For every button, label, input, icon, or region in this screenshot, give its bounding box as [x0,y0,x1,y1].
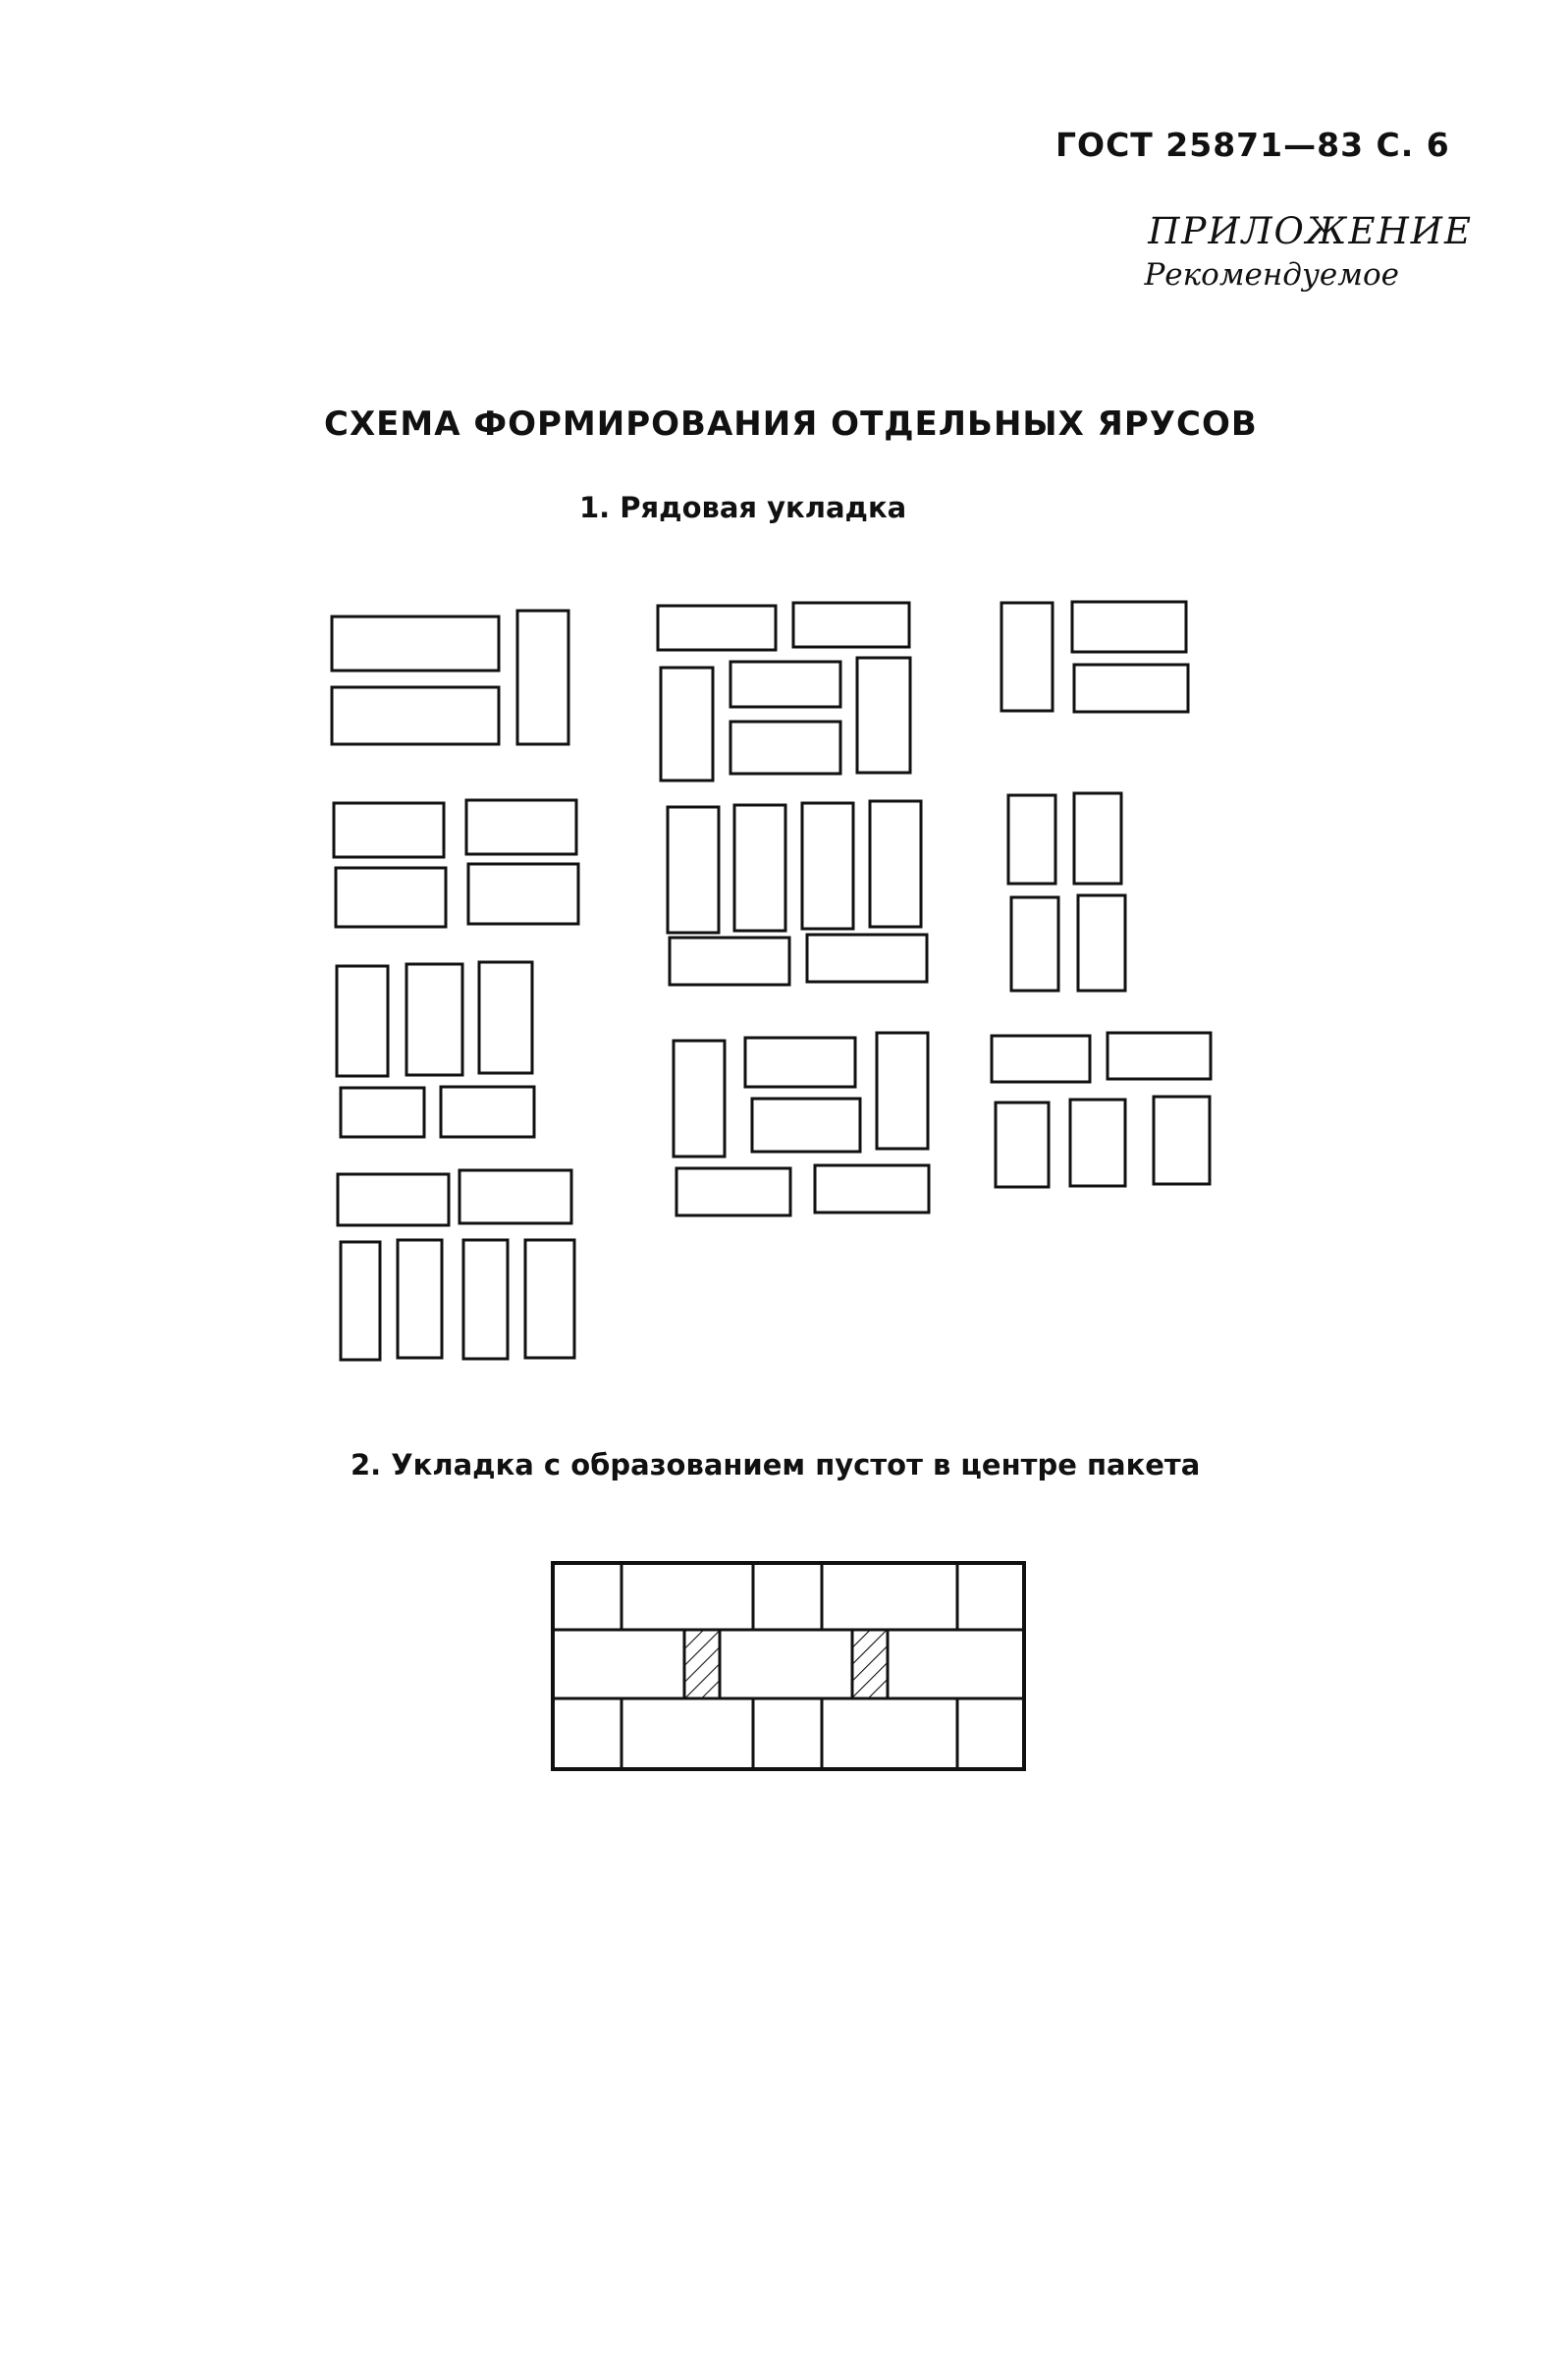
page-title: СХЕМА ФОРМИРОВАНИЯ ОТДЕЛЬНЫХ ЯРУСОВ [324,404,1258,444]
appendix-title: ПРИЛОЖЕНИЕ [1148,210,1473,252]
brick [463,1240,508,1359]
brick [1008,795,1055,884]
pattern-e [668,801,927,985]
brick [676,1168,790,1215]
brick [730,662,840,707]
appendix-status: Рекомендуемое [1144,257,1399,293]
pattern-d [334,800,578,927]
brick [468,864,578,924]
brick [1011,897,1058,991]
brick [661,668,713,781]
brick [517,611,568,744]
pattern-i [992,1033,1211,1187]
brick [734,805,785,931]
pattern-f [1008,793,1125,991]
pattern-c [1001,602,1188,712]
brick [1070,1100,1125,1186]
brick [1154,1097,1210,1184]
brick [1001,603,1053,711]
brick [877,1033,928,1149]
brick [815,1165,929,1212]
brick [1078,895,1125,991]
void-cell [684,1630,720,1698]
brick [341,1088,424,1137]
pattern-h [674,1033,929,1215]
pattern-a [332,611,568,744]
void-stacking-diagram [553,1563,1024,1769]
brick [1072,602,1186,652]
brick [802,803,853,929]
pattern-b [658,603,910,781]
brick [525,1240,574,1358]
brick [1108,1033,1211,1079]
brick [668,807,719,933]
brick [332,617,499,671]
package-outline [553,1563,1024,1769]
brick [1074,665,1188,712]
brick [341,1242,380,1360]
brick [336,868,446,927]
brick [730,722,840,774]
brick [745,1038,855,1087]
void-cell [852,1630,888,1698]
brick [670,938,789,985]
pattern-g [337,962,534,1137]
brick [793,603,909,647]
pattern-j [338,1170,574,1360]
brick [479,962,532,1073]
brick [1074,793,1121,884]
brick [334,803,444,857]
brick [857,658,910,773]
brick [338,1174,449,1225]
brick [992,1036,1090,1082]
brick [406,964,462,1075]
brick [658,606,776,650]
section-title-row-stacking: 1. Рядовая укладка [579,491,907,524]
standard-code: ГОСТ 25871—83 С. 6 [1055,126,1450,164]
brick [996,1103,1049,1187]
brick [441,1087,534,1137]
brick [466,800,576,854]
brick [752,1099,860,1152]
brick [674,1041,725,1157]
section-title-void-stacking: 2. Укладка с образованием пустот в центре пакета [351,1448,1201,1481]
brick [337,966,388,1076]
brick [460,1170,571,1223]
brick [870,801,921,927]
brick [807,935,927,982]
brick [398,1240,442,1358]
brick [332,687,499,744]
